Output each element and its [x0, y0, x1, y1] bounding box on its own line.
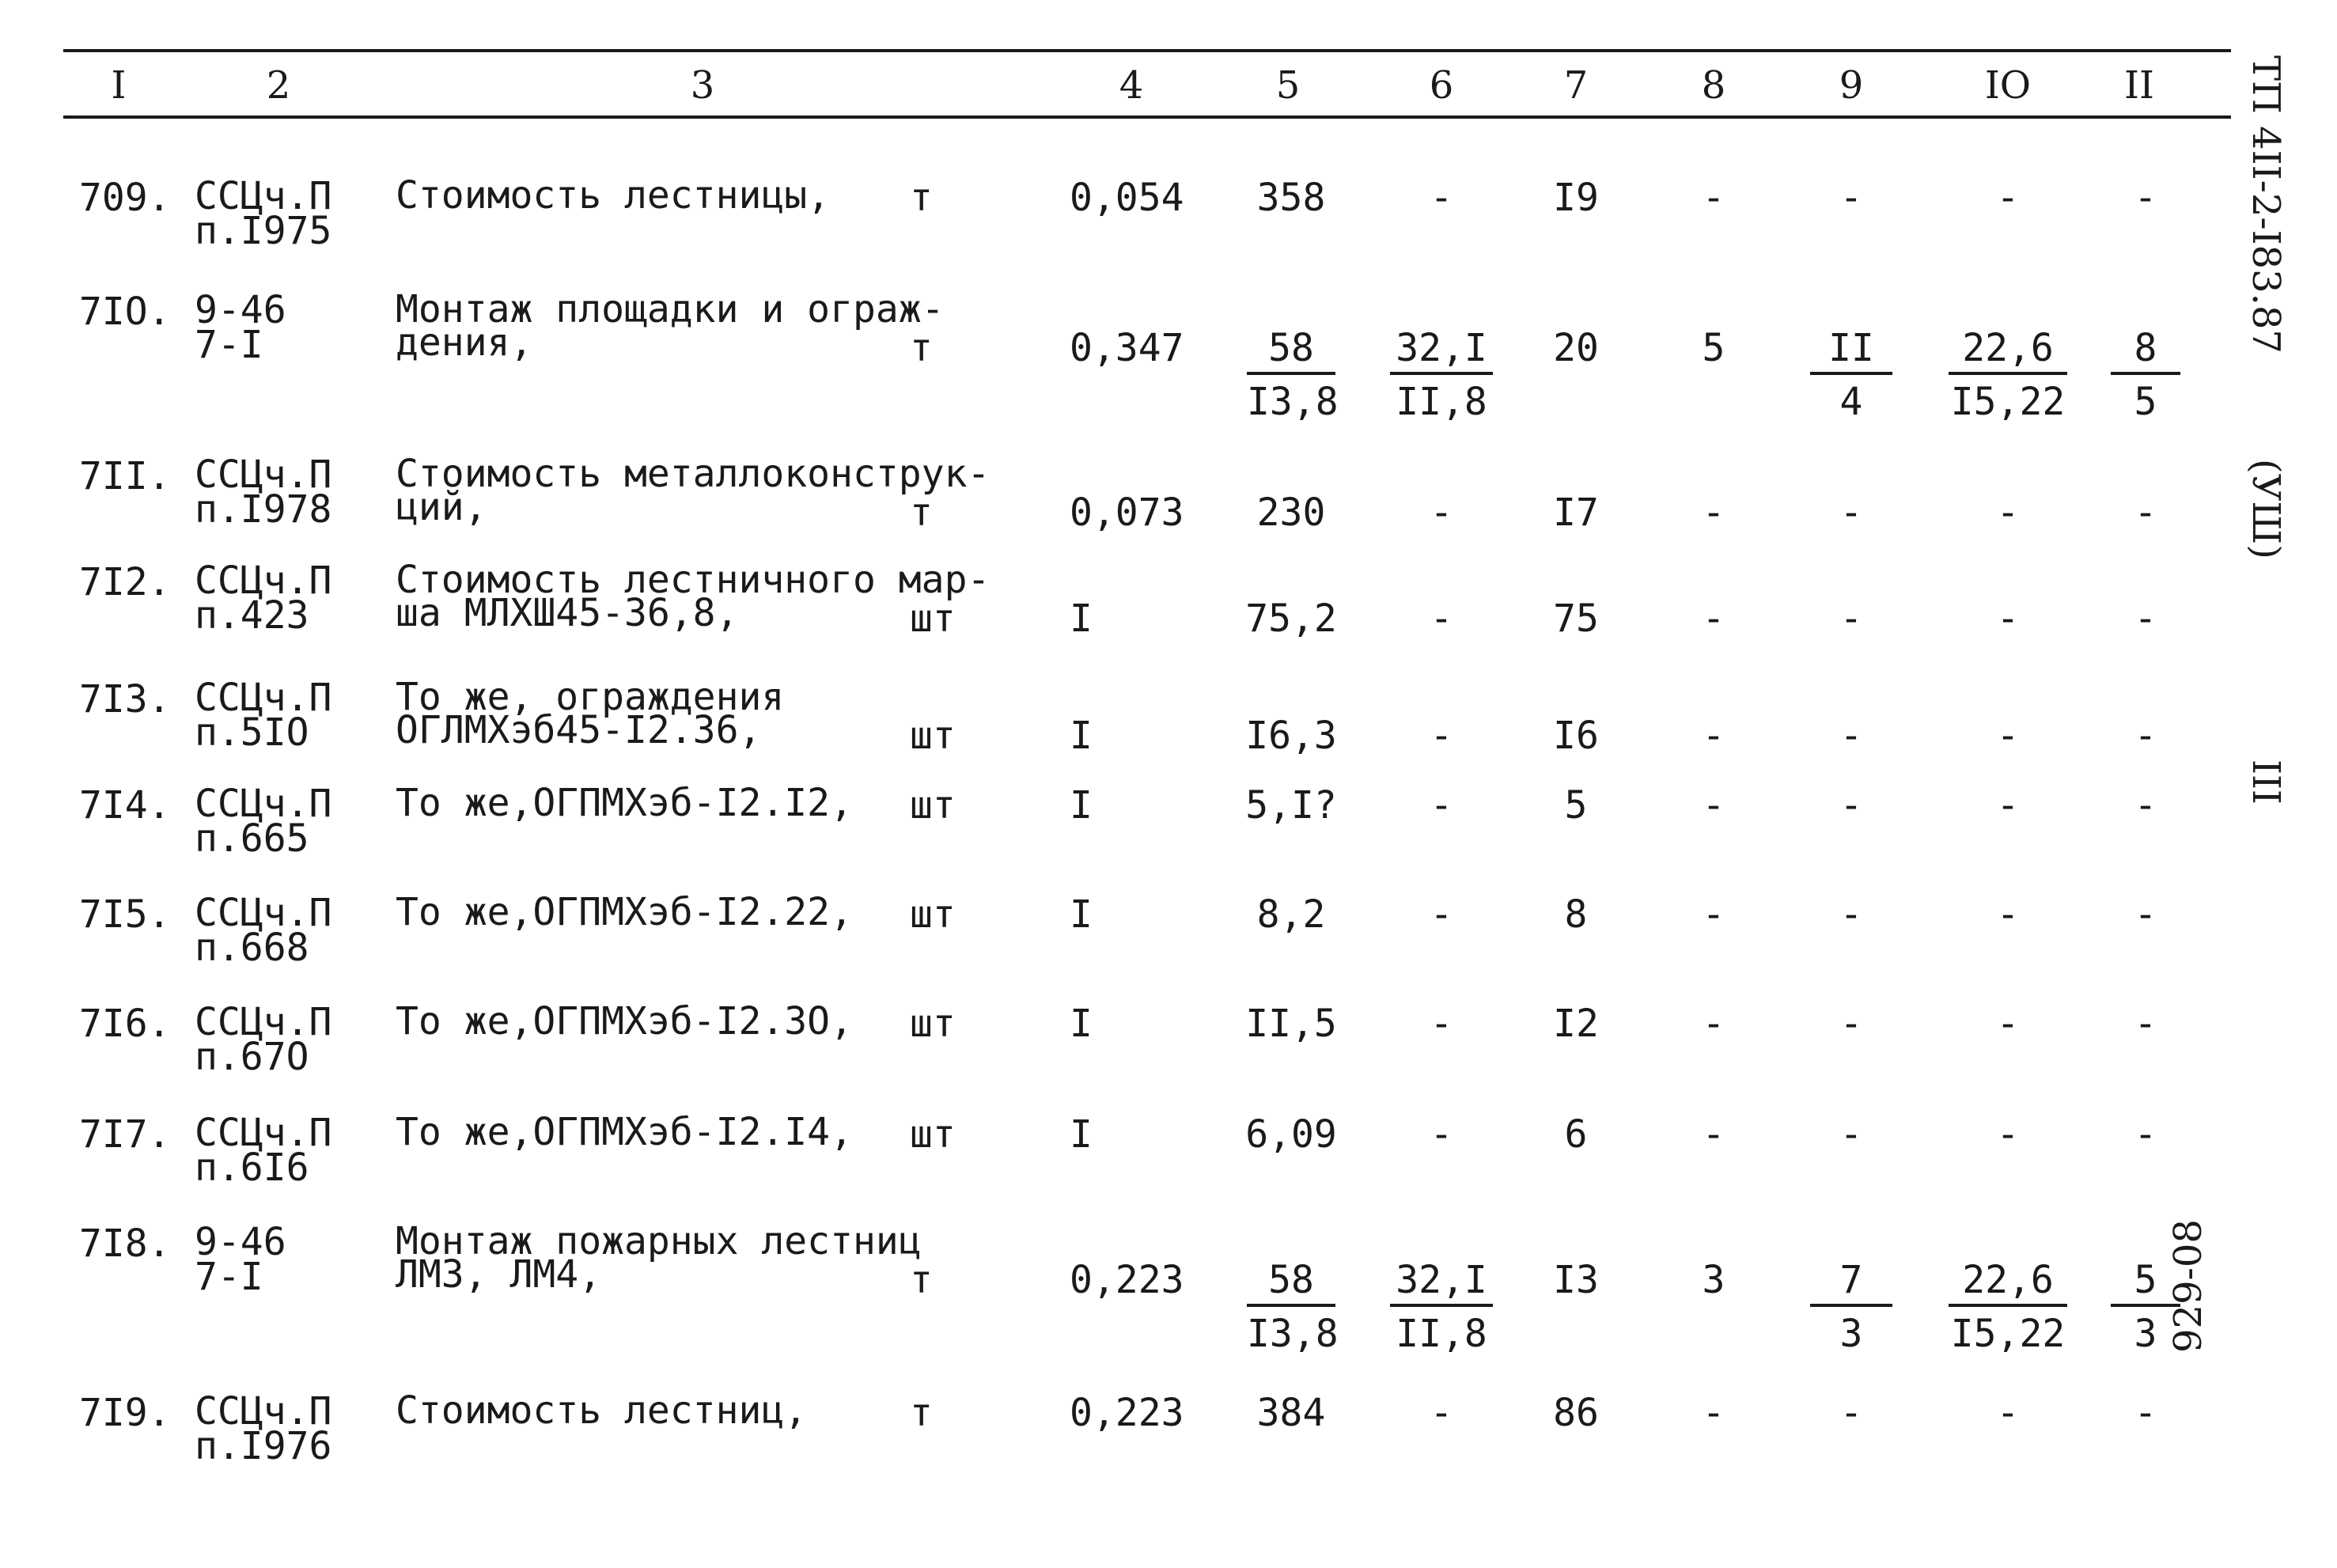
unit: шт: [910, 1112, 956, 1157]
reference-line-1: 9-46: [195, 1220, 286, 1264]
description-line-2: ша МЛХШ45-36,8,: [396, 591, 739, 635]
value-c11: -: [2134, 892, 2157, 937]
value-c10: -: [1996, 714, 2020, 758]
fraction-c5: [1247, 1258, 1339, 1356]
fraction-numerator: 22,6: [1949, 329, 2067, 375]
unit: шт: [910, 783, 956, 828]
header-col-5: 5: [1275, 63, 1301, 108]
value-c5: 358: [1256, 176, 1326, 220]
value-c6: -: [1430, 714, 1453, 758]
value-c9: -: [1839, 1112, 1863, 1157]
header-col-9: 9: [1839, 63, 1864, 108]
album-code: (УШ): [2244, 459, 2288, 559]
header-col-2: 2: [266, 63, 291, 108]
quantity: 0,347: [1070, 326, 1184, 370]
row-number: 7II.: [79, 454, 171, 498]
reference-line-2: п.I978: [195, 487, 332, 532]
reference-line-1: ССЦч.П: [195, 1389, 332, 1434]
reference-line-1: ССЦч.П: [195, 559, 332, 603]
value-c9: -: [1839, 783, 1863, 828]
value-c5: II,5: [1245, 1002, 1337, 1046]
value-c11: -: [2134, 1391, 2157, 1435]
unit: т: [910, 326, 933, 370]
value-c9: -: [1839, 597, 1863, 641]
description-line-1: То же,ОГПМХэб-I2.I2,: [396, 781, 853, 825]
reference-line-2: 7-I: [195, 323, 263, 367]
fraction-denominator: 4: [1839, 380, 1863, 424]
fraction-denominator: I5,22: [1950, 1312, 2066, 1356]
fraction-numerator: 22,6: [1949, 1261, 2067, 1307]
description-line-2: дения,: [396, 320, 533, 365]
reference-line-2: п.I976: [195, 1424, 332, 1468]
quantity: I: [1070, 1112, 1093, 1157]
value-c7: 8: [1564, 892, 1588, 937]
quantity: I: [1070, 783, 1093, 828]
value-c8: -: [1702, 783, 1725, 828]
doc-code: ТП 4II-2-I83.87: [2244, 55, 2288, 354]
value-c7: I6: [1553, 714, 1599, 758]
description-line-1: Стоимость лестниц,: [396, 1388, 808, 1433]
reference-line-1: 9-46: [195, 288, 286, 332]
value-c10: -: [1996, 490, 2020, 535]
fraction-c10: [1949, 326, 2067, 424]
value-c9: -: [1839, 176, 1863, 220]
value-c8: -: [1702, 597, 1725, 641]
reference-line-1: ССЦч.П: [195, 782, 332, 826]
value-c9: -: [1839, 1002, 1863, 1046]
value-c9: -: [1839, 892, 1863, 937]
value-c7: I9: [1553, 176, 1599, 220]
value-c9: -: [1839, 490, 1863, 535]
value-c6: -: [1430, 1002, 1453, 1046]
unit: шт: [910, 892, 956, 937]
value-c10: -: [1996, 783, 2020, 828]
value-c7: 20: [1553, 326, 1599, 370]
unit: шт: [910, 714, 956, 758]
reference-line-2: 7-I: [195, 1255, 263, 1299]
value-c6: -: [1430, 1391, 1453, 1435]
value-c10: -: [1996, 1112, 2020, 1157]
unit: т: [910, 490, 933, 535]
fraction-numerator: 32,I: [1390, 1261, 1493, 1307]
value-c8: 3: [1702, 1258, 1725, 1302]
header-col-10: IO: [1984, 63, 2032, 108]
value-c6: -: [1430, 783, 1453, 828]
value-c5: 6,09: [1245, 1112, 1337, 1157]
value-c11: -: [2134, 1112, 2157, 1157]
description-line-1: Стоимость металлоконструк-: [396, 452, 990, 496]
value-c10: -: [1996, 597, 2020, 641]
fraction-numerator: 7: [1810, 1261, 1892, 1307]
value-c10: -: [1996, 1391, 2020, 1435]
header-col-1: I: [111, 63, 127, 108]
value-c6: -: [1430, 1112, 1453, 1157]
row-number: 7I7.: [79, 1112, 171, 1157]
value-c11: -: [2134, 783, 2157, 828]
reference-line-1: ССЦч.П: [195, 676, 332, 720]
quantity: 0,223: [1070, 1258, 1184, 1302]
quantity: 0,223: [1070, 1391, 1184, 1435]
row-number: 7I8.: [79, 1221, 171, 1266]
header-rule: [63, 116, 2231, 119]
value-c11: -: [2134, 176, 2157, 220]
top-rule: [63, 49, 2231, 52]
description-line-1: То же, ограждения: [396, 675, 785, 719]
value-c5: 230: [1256, 490, 1326, 535]
value-c8: -: [1702, 176, 1725, 220]
fraction-numerator: 5: [2111, 1261, 2180, 1307]
header-col-6: 6: [1429, 63, 1454, 108]
table-row: [0, 1388, 2337, 1568]
value-c7: 75: [1553, 597, 1599, 641]
value-c8: -: [1702, 1391, 1725, 1435]
row-number: 7I9.: [79, 1391, 171, 1435]
description-line-1: То же,ОГПМХэб-I2.I4,: [396, 1110, 853, 1154]
fraction-numerator: II: [1810, 329, 1892, 375]
unit: т: [910, 176, 933, 220]
reference-line-2: п.I975: [195, 209, 332, 253]
fraction-c9: [1810, 326, 1892, 424]
header-col-8: 8: [1701, 63, 1726, 108]
value-c8: -: [1702, 1112, 1725, 1157]
value-c8: -: [1702, 1002, 1725, 1046]
value-c9: -: [1839, 714, 1863, 758]
fraction-denominator: 3: [1839, 1312, 1863, 1356]
fraction-numerator: 58: [1247, 329, 1335, 375]
value-c11: -: [2134, 1002, 2157, 1046]
header-col-4: 4: [1119, 63, 1144, 108]
reference-line-1: ССЦч.П: [195, 1000, 332, 1044]
value-c11: -: [2134, 490, 2157, 535]
quantity: 0,054: [1070, 176, 1184, 220]
fraction-denominator: 5: [2134, 380, 2157, 424]
fraction-c9: [1810, 1258, 1892, 1356]
unit: шт: [910, 1002, 956, 1046]
table-row: [0, 1219, 2337, 1399]
value-c9: -: [1839, 1391, 1863, 1435]
value-c8: -: [1702, 714, 1725, 758]
description-line-1: Монтаж площадки и ограж-: [396, 287, 945, 331]
description-line-2: ЛМЗ, ЛМ4,: [396, 1252, 602, 1297]
header-col-7: 7: [1563, 63, 1589, 108]
value-c10: -: [1996, 1002, 2020, 1046]
header-col-3: 3: [690, 63, 715, 108]
value-c10: -: [1996, 892, 2020, 937]
row-number: 709.: [79, 176, 171, 220]
description-line-1: То же,ОГПМХэб-I2.3О,: [396, 999, 853, 1043]
fraction-denominator: I5,22: [1950, 380, 2066, 424]
value-c7: I7: [1553, 490, 1599, 535]
value-c6: -: [1430, 892, 1453, 937]
value-c5: 8,2: [1256, 892, 1326, 937]
fraction-denominator: I3,8: [1247, 1312, 1339, 1356]
reference-line-1: ССЦч.П: [195, 891, 332, 935]
description-line-2: ОГЛМХэб45-I2.36,: [396, 708, 762, 752]
row-number: 7I3.: [79, 677, 171, 722]
value-c5: 75,2: [1245, 597, 1337, 641]
unit: т: [910, 1391, 933, 1435]
fraction-denominator: II,8: [1396, 1312, 1487, 1356]
table-row: [0, 287, 2337, 467]
value-c7: I3: [1553, 1258, 1599, 1302]
fraction-denominator: 3: [2134, 1312, 2157, 1356]
value-c7: 5: [1564, 783, 1588, 828]
row-number: 7I4.: [79, 783, 171, 828]
value-c11: -: [2134, 597, 2157, 641]
description-line-1: Монтаж пожарных лестниц: [396, 1219, 922, 1263]
quantity: I: [1070, 714, 1093, 758]
quantity: I: [1070, 892, 1093, 937]
reference-line-2: п.668: [195, 926, 309, 970]
value-c5: 5,I?: [1245, 783, 1337, 828]
unit: т: [910, 1258, 933, 1302]
quantity: I: [1070, 597, 1093, 641]
description-line-1: Стоимость лестничного мар-: [396, 558, 990, 602]
value-c7: I2: [1553, 1002, 1599, 1046]
reference-line-1: ССЦч.П: [195, 453, 332, 497]
unit: шт: [910, 597, 956, 641]
value-c8: -: [1702, 892, 1725, 937]
value-c6: -: [1430, 490, 1453, 535]
value-c5: 384: [1256, 1391, 1326, 1435]
description-line-2: ций,: [396, 485, 487, 529]
fraction-c6: [1390, 1258, 1493, 1356]
value-c8: 5: [1702, 326, 1725, 370]
value-c5: I6,3: [1245, 714, 1337, 758]
fraction-denominator: I3,8: [1247, 380, 1339, 424]
reference-line-1: ССЦч.П: [195, 1111, 332, 1155]
fraction-numerator: 8: [2111, 329, 2180, 375]
value-c7: 86: [1553, 1391, 1599, 1435]
value-c7: 6: [1564, 1112, 1588, 1157]
row-number: 7IO.: [79, 290, 171, 334]
sheet-code: 929-08: [2166, 1219, 2210, 1353]
reference-line-2: п.423: [195, 593, 309, 638]
fraction-c10: [1949, 1258, 2067, 1356]
quantity: 0,073: [1070, 490, 1184, 535]
reference-line-2: п.665: [195, 816, 309, 861]
row-number: 7I5.: [79, 892, 171, 937]
description-line-1: То же,ОГПМХэб-I2.22,: [396, 890, 853, 934]
reference-line-2: п.67О: [195, 1035, 309, 1079]
value-c10: -: [1996, 176, 2020, 220]
fraction-numerator: 58: [1247, 1261, 1335, 1307]
fraction-numerator: 32,I: [1390, 329, 1493, 375]
value-c6: -: [1430, 176, 1453, 220]
reference-line-1: ССЦч.П: [195, 174, 332, 218]
description-line-1: Стоимость лестницы,: [396, 173, 831, 218]
value-c6: -: [1430, 597, 1453, 641]
header-col-11: II: [2124, 63, 2154, 108]
value-c11: -: [2134, 714, 2157, 758]
fraction-c11: [2111, 326, 2180, 424]
quantity: I: [1070, 1002, 1093, 1046]
reference-line-2: п.6I6: [195, 1146, 309, 1190]
reference-line-2: п.5IO: [195, 710, 309, 755]
fraction-c6: [1390, 326, 1493, 424]
page-number: III: [2244, 759, 2288, 805]
value-c8: -: [1702, 490, 1725, 535]
fraction-denominator: II,8: [1396, 380, 1487, 424]
row-number: 7I6.: [79, 1002, 171, 1046]
fraction-c5: [1247, 326, 1339, 424]
row-number: 7I2.: [79, 560, 171, 604]
